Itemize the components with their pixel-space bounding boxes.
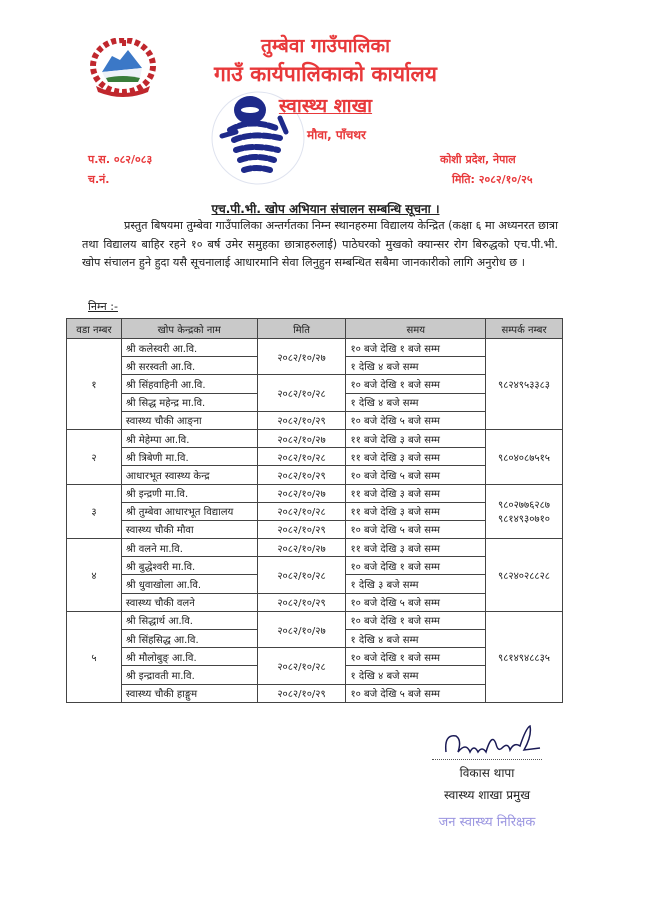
contact-number <box>486 484 563 539</box>
schedule-date: २०८२/१०/२७ <box>257 611 346 647</box>
center-name: स्वास्थ्य चौकी आङ्ना <box>121 411 257 429</box>
vaccination-schedule-table <box>66 318 563 703</box>
schedule-date: २०८२/१०/२८ <box>257 375 346 411</box>
schedule-time: १० बजे देखि १ बजे सम्म <box>346 611 486 629</box>
table-header-row <box>67 319 563 339</box>
signer-name: विकास थापा <box>459 766 515 780</box>
handwritten-signature <box>440 722 550 764</box>
notice-body: प्रस्तुत बिषयमा तुम्बेवा गाउँपालिका अन्तर्गतका निम्न स्थानहरुमा विद्यालय केन्द्रित (कक्षा ६ मा अध्यनरत छात्रा तथा विद्यालय बाहिर रहने १० बर्ष उमेर समुहका छात्राहरुलाई) पाठेघरको मुखको क्यान्सर रोग बिरुद्धको एच.पी.भी. खोप संचालन हुने हुदा यसै सूचनालाई आधारमानि सेवा लिनुहुन सम्बन्धित सबैमा जानकारीको लागि अनुरोध छ । <box>82 219 558 269</box>
branch-name: स्वास्थ्य शाखा <box>278 95 373 117</box>
contact-number-primary: ९८०२७७६२८७ <box>498 500 550 512</box>
table-row <box>67 611 563 629</box>
ward-number: ४ <box>67 539 122 612</box>
ward-number: २ <box>67 429 122 484</box>
signer-title: स्वास्थ्य शाखा प्रमुख <box>443 788 531 802</box>
contact-number-primary: ९८२४०२८८२८ <box>498 570 550 582</box>
center-name: श्री सिद्धार्थ आ.वि. <box>121 611 257 629</box>
schedule-time: ११ बजे देखि ३ बजे सम्म <box>346 448 486 466</box>
dispatch-number: च.नं. <box>88 173 110 186</box>
schedule-date: २०८२/१०/२७ <box>257 339 346 375</box>
schedule-time: १० बजे देखि १ बजे सम्म <box>346 648 486 666</box>
list-label: निम्न :- <box>88 300 118 313</box>
schedule-date: २०८२/१०/२८ <box>257 502 346 520</box>
schedule-date: २०८२/१०/२७ <box>257 429 346 447</box>
schedule-time: १ देखि ४ बजे सम्म <box>346 357 486 375</box>
table-row <box>67 484 563 502</box>
table-row <box>67 339 563 357</box>
header-ward: वडा नम्बर <box>67 319 122 339</box>
designation-stamp: जन स्वास्थ्य निरिक्षक <box>438 815 536 830</box>
schedule-time: १ देखि ३ बजे सम्म <box>346 575 486 593</box>
schedule-date: २०८२/१०/२९ <box>257 684 346 702</box>
schedule-time: १० बजे देखि १ बजे सम्म <box>346 339 486 357</box>
schedule-time: १ देखि ४ बजे सम्म <box>346 630 486 648</box>
schedule-date: २०८२/१०/२७ <box>257 539 346 557</box>
center-name: स्वास्थ्य चौकी वलने <box>121 593 257 611</box>
schedule-date: २०८२/१०/२९ <box>257 520 346 538</box>
center-name: श्री इन्द्रावती मा.वि. <box>121 666 257 684</box>
schedule-time: १० बजे देखि ५ बजे सम्म <box>346 520 486 538</box>
schedule-time: १० बजे देखि १ बजे सम्म <box>346 557 486 575</box>
center-name: श्री सिंहवाहिनी आ.वि. <box>121 375 257 393</box>
contact-number-secondary: ९८१४९३०७१० <box>498 514 550 526</box>
contact-number-primary: ९८०४०८७५१५ <box>498 452 550 464</box>
schedule-date: २०८२/१०/२९ <box>257 466 346 484</box>
ward-number: १ <box>67 339 122 430</box>
schedule-time: १० बजे देखि ५ बजे सम्म <box>346 411 486 429</box>
contact-number <box>486 339 563 430</box>
center-name: श्री सिंहसिद्ध आ.वि. <box>121 630 257 648</box>
schedule-date: २०८२/१०/२९ <box>257 593 346 611</box>
schedule-time: ११ बजे देखि ३ बजे सम्म <box>346 429 486 447</box>
notice-subject: एच.पी.भी. खोप अभियान संचालन सम्बन्धि सूचना । <box>211 202 440 216</box>
center-name: श्री मेहेम्पा आ.वि. <box>121 429 257 447</box>
contact-number-primary: ९८२४९५३३८३ <box>498 379 550 391</box>
contact-number <box>486 539 563 612</box>
contact-number <box>486 429 563 484</box>
ward-number: ३ <box>67 484 122 539</box>
schedule-date: २०८२/१०/२९ <box>257 411 346 429</box>
schedule-time: १ देखि ४ बजे सम्म <box>346 666 486 684</box>
office-address: मौवा, पाँचथर <box>307 128 366 142</box>
table-row <box>67 429 563 447</box>
center-name: श्री धुवाखोला आ.वि. <box>121 575 257 593</box>
center-name: श्री कलेस्वरी आ.वि. <box>121 339 257 357</box>
contact-number-primary: ९८१४९४८८३५ <box>498 652 550 664</box>
center-name: श्री इन्द्रणी मा.वि. <box>121 484 257 502</box>
center-name: श्री तुम्बेवा आधारभूत विद्यालय <box>121 502 257 520</box>
schedule-time: ११ बजे देखि ३ बजे सम्म <box>346 484 486 502</box>
center-name: श्री मौलोबुङ् आ.वि. <box>121 648 257 666</box>
schedule-time: १० बजे देखि ५ बजे सम्म <box>346 684 486 702</box>
center-name: श्री सिद्ध महेन्द्र मा.वि. <box>121 393 257 411</box>
schedule-date: २०८२/१०/२८ <box>257 557 346 593</box>
header-center-name: खोप केन्द्रको नाम <box>121 319 257 339</box>
schedule-time: १० बजे देखि ५ बजे सम्म <box>346 466 486 484</box>
schedule-date: २०८२/१०/२७ <box>257 484 346 502</box>
header-contact: सम्पर्क नम्बर <box>486 319 563 339</box>
office-name: गाउँ कार्यपालिकाको कार्यालय <box>214 62 437 86</box>
table-row <box>67 539 563 557</box>
schedule-time: १० बजे देखि ५ बजे सम्म <box>346 593 486 611</box>
header-date: मिति <box>257 319 346 339</box>
schedule-time: १ देखि ४ बजे सम्म <box>346 393 486 411</box>
center-name: श्री वलने मा.वि. <box>121 539 257 557</box>
center-name: श्री बुद्धेश्वरी मा.वि. <box>121 557 257 575</box>
center-name: स्वास्थ्य चौकी मौवा <box>121 520 257 538</box>
center-name: श्री सरस्वती आ.वि. <box>121 357 257 375</box>
header-time: समय <box>346 319 486 339</box>
letter-date: मिति: २०८२/१०/२५ <box>452 173 533 186</box>
schedule-time: ११ बजे देखि ३ बजे सम्म <box>346 502 486 520</box>
schedule-date: २०८२/१०/२८ <box>257 648 346 684</box>
center-name: श्री त्रिबेणी मा.वि. <box>121 448 257 466</box>
center-name: आधारभूत स्वास्थ्य केन्द्र <box>121 466 257 484</box>
municipality-name: तुम्बेवा गाउँपालिका <box>260 35 390 57</box>
schedule-time: १० बजे देखि १ बजे सम्म <box>346 375 486 393</box>
contact-number <box>486 611 563 702</box>
ward-number: ५ <box>67 611 122 702</box>
reference-number: प.स. ०८२/०८३ <box>88 153 153 166</box>
center-name: स्वास्थ्य चौकी हाङ्गुम <box>121 684 257 702</box>
schedule-time: ११ बजे देखि ३ बजे सम्म <box>346 539 486 557</box>
schedule-date: २०८२/१०/२८ <box>257 448 346 466</box>
province: कोशी प्रदेश, नेपाल <box>440 153 516 166</box>
